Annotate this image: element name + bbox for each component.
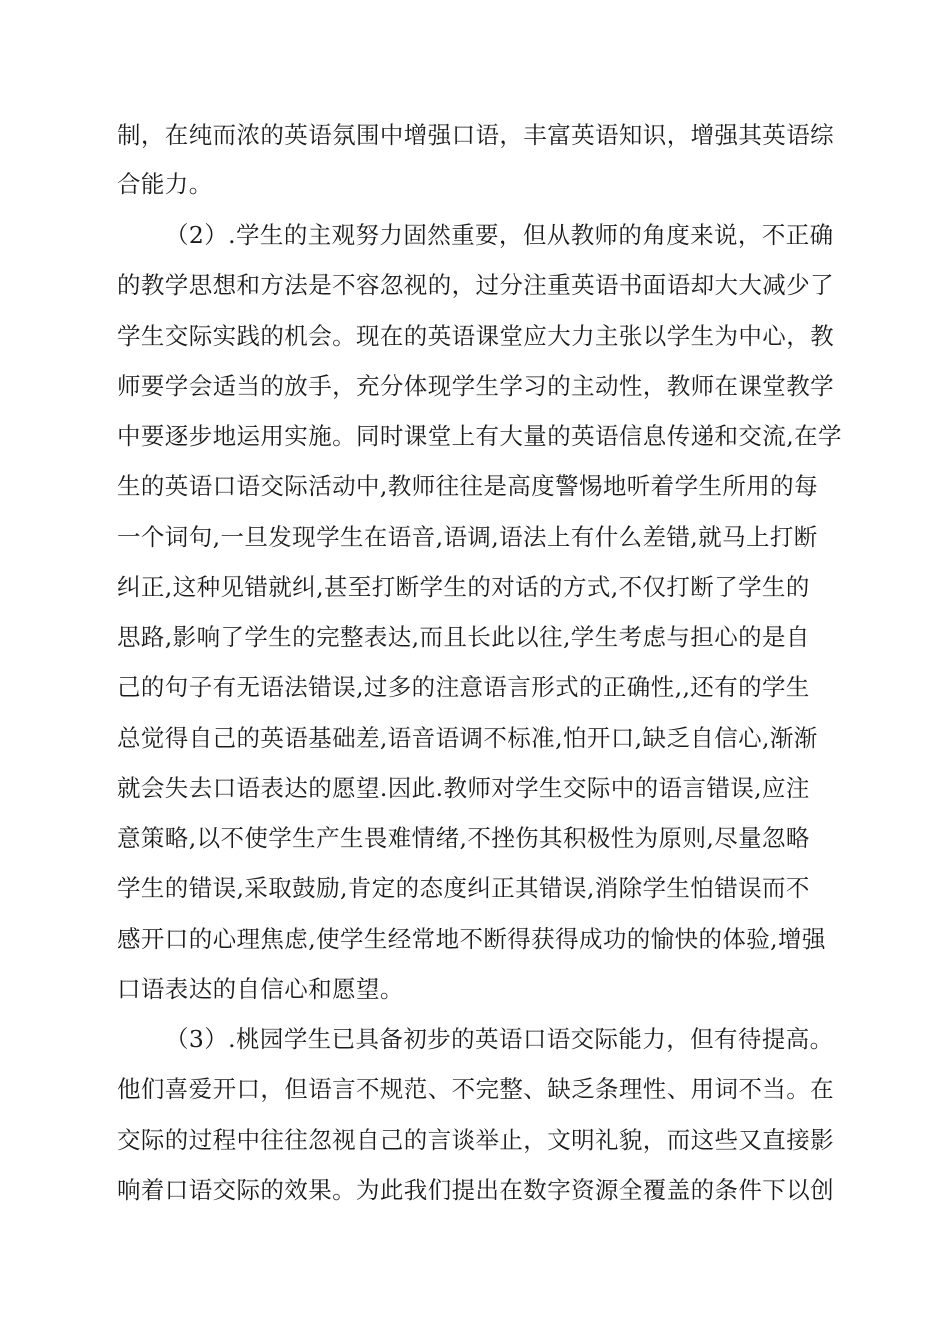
paragraph-2-start: （2）.学生的主观努力固然重要，但从教师的角度来说，不正确 [165,221,834,249]
text-line: 己的句子有无语法错误,过多的注意语言形式的正确性,,还有的学生 [117,673,810,701]
text-line: 一个词句,一旦发现学生在语音,语调,语法上有什么差错,就马上打断 [117,523,818,551]
text-line: 生的英语口语交际活动中,教师往往是高度警惕地听着学生所用的每 [117,472,818,500]
text-line: 他们喜爱开口，但语言不规范、不完整、缺乏条理性、用词不当。在 [117,1075,834,1103]
text-line: 感开口的心理焦虑,使学生经常地不断得获得成功的愉快的体验,增强 [117,925,826,953]
text-line: 口语表达的自信心和愿望。 [117,975,404,1003]
text-line: 思路,影响了学生的完整表达,而且长此以往,学生考虑与担心的是自 [117,623,810,651]
text-line: 纠正,这种见错就纠,甚至打断学生的对话的方式,不仅打断了学生的 [117,573,810,601]
text-line: 的教学思想和方法是不容忽视的，过分注重英语书面语却大大减少了 [117,271,834,299]
text-line: 合能力。 [117,170,213,198]
text-line: 意策略,以不使学生产生畏难情绪,不挫伤其积极性为原则,尽量忽略 [117,824,810,852]
text-line: 总觉得自己的英语基础差,语音语调不标准,怕开口,缺乏自信心,渐渐 [117,724,818,752]
text-line: 师要学会适当的放手，充分体现学生学习的主动性，教师在课堂教学 [117,372,834,400]
text-line: 就会失去口语表达的愿望.因此.教师对学生交际中的语言错误,应注 [117,774,810,802]
text-line: 学生交际实践的机会。现在的英语课堂应大力主张以学生为中心，教 [117,322,834,350]
text-line: 中要逐步地运用实施。同时课堂上有大量的英语信息传递和交流,在学 [117,422,842,450]
text-line: 交际的过程中往往忽视自己的言谈举止，文明礼貌，而这些又直接影 [117,1126,834,1154]
text-line: 响着口语交际的效果。为此我们提出在数字资源全覆盖的条件下以创 [117,1176,834,1204]
text-line: 学生的错误,采取鼓励,肯定的态度纠正其错误,消除学生怕错误而不 [117,874,810,902]
text-line: 制，在纯而浓的英语氛围中增强口语，丰富英语知识，增强其英语综 [117,121,834,149]
paragraph-3-start: （3）.桃园学生已具备初步的英语口语交际能力，但有待提高。 [165,1025,834,1053]
